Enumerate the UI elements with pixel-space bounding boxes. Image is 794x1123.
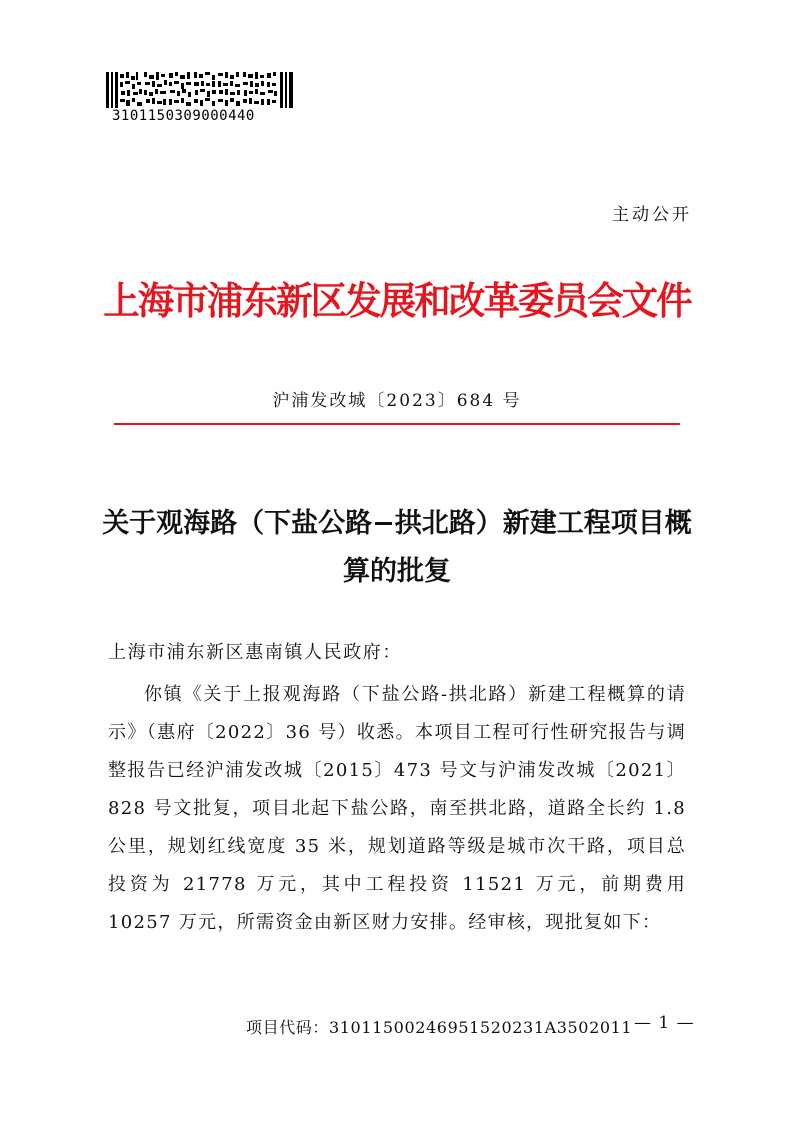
agency-title: 上海市浦东新区发展和改革委员会文件 [103,278,691,323]
project-code: 项目代码：310115002469515202​31A3502011 [246,1018,633,1037]
addressee: 上海市浦东新区惠南镇人民政府： [108,642,402,663]
body-paragraph: 你镇《关于上报观海路（下盐公路-拱北路）新建工程概算的请示》（惠府〔2022〕36 号）收悉。本项目工程可行性研究报告与调整报告已经沪浦发改城〔2015〕473 号文与沪浦发改城〔2021〕828 号文批复，项目北起下盐公路，南至拱北路，道路全长约 1.8 公里，规划红线宽度 35 米，规划道路等级是城市次干路，项目总投资为 21778 万元，其中工程投资 11521 万元，前期费用 10257 万元，所需资金由新区财力安排。经审核，现批复如下： [108,684,686,933]
page-number: — 1 — [634,1013,695,1033]
document-number: 沪浦发改城〔2023〕684 号 [272,391,522,411]
disclosure-label: 主动公开 [612,205,692,225]
barcode-number: 310115030900044​0 [112,108,255,124]
barcode-image [106,72,294,108]
document-title: 关于观海路（下盐公路−拱北路）新建工程项目概算的批复 [102,508,692,587]
red-divider [114,423,680,425]
